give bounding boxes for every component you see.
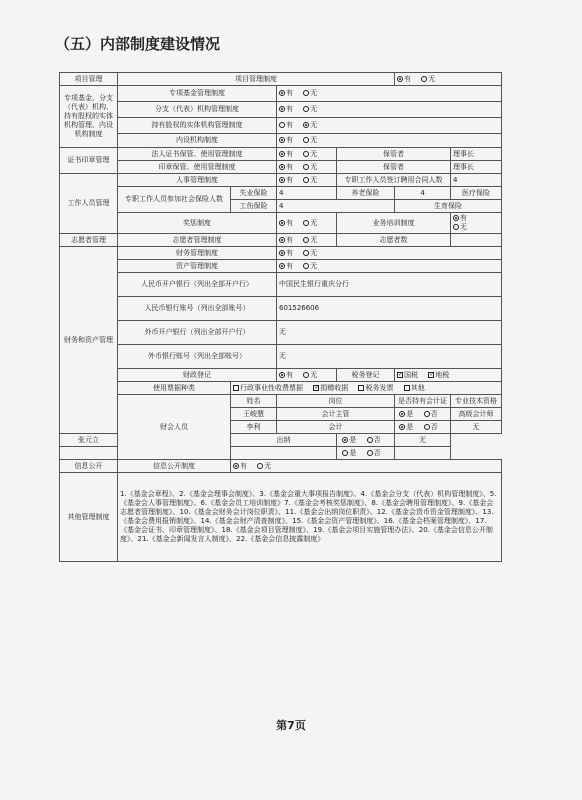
radio-no[interactable]: 无	[257, 462, 271, 470]
radio-no[interactable]: 否	[367, 449, 381, 457]
volunteer-system-value	[277, 234, 337, 247]
receipts-value	[231, 382, 502, 395]
acct-qual: 高级会计师	[451, 408, 502, 421]
unemployment-label: 失业保险	[231, 187, 277, 200]
tax-reg-value	[395, 369, 502, 382]
radio-no[interactable]: 无	[303, 219, 317, 227]
radio-no[interactable]: 无	[303, 136, 317, 144]
cert-keeper-label: 保管者	[337, 148, 451, 161]
radio-no[interactable]: 无	[303, 371, 317, 379]
radio-no[interactable]: 否	[424, 410, 438, 418]
reward-label: 奖惩制度	[118, 213, 277, 234]
fx-bank-value: 无	[277, 321, 502, 345]
acct-header-qual: 专业技术资格	[451, 395, 502, 408]
radio-no[interactable]: 无	[421, 75, 435, 83]
seal-keeper-value: 理事长	[451, 161, 502, 174]
acct-qual: 无	[395, 434, 451, 447]
radio-yes[interactable]: 有	[279, 105, 293, 113]
radio-yes[interactable]: 有	[279, 163, 293, 171]
accountants-label: 财会人员	[118, 395, 231, 460]
radio-no[interactable]: 无	[453, 223, 467, 231]
contract-count: 4	[451, 174, 502, 187]
radio-no[interactable]: 无	[303, 236, 317, 244]
equity-system-value	[277, 118, 502, 134]
fx-account-value: 无	[277, 345, 502, 369]
rmb-account-value: 601526606	[277, 297, 502, 321]
asset-system-value	[277, 260, 502, 273]
acct-name: 张元立	[60, 434, 118, 447]
radio-yes[interactable]: 有	[279, 262, 293, 270]
cert-usage-label: 法人证书保管、使用管理制度	[118, 148, 277, 161]
checkbox-tax-invoice[interactable]: 税务发票	[358, 384, 393, 392]
acct-name: 李利	[231, 421, 277, 434]
radio-yes[interactable]: 有	[397, 75, 411, 83]
project-system-value	[395, 73, 502, 86]
radio-yes[interactable]: 有	[453, 214, 467, 222]
acct-cert	[337, 447, 395, 460]
hr-system-label: 人事管理制度	[118, 174, 277, 187]
section-info: 信息公开	[60, 460, 118, 473]
pension-count: 4	[395, 187, 451, 200]
radio-yes[interactable]: 有	[279, 236, 293, 244]
page-title: （五）内部制度建设情况	[55, 35, 221, 53]
acct-qual: 无	[451, 421, 502, 434]
acct-post: 会计主管	[277, 408, 395, 421]
radio-no[interactable]: 否	[424, 423, 438, 431]
finance-system-label: 财务管理制度	[118, 247, 277, 260]
radio-yes[interactable]: 有	[279, 150, 293, 158]
contract-label: 专职工作人员签订聘用合同人数	[337, 174, 451, 187]
radio-yes[interactable]: 是	[342, 436, 356, 444]
fund-system-value	[277, 86, 502, 102]
fund-system-label: 专项基金管理制度	[118, 86, 277, 102]
maternity-label: 生育保险	[395, 200, 502, 213]
radio-yes[interactable]: 是	[342, 449, 356, 457]
radio-yes[interactable]: 是	[399, 410, 413, 418]
section-other: 其他管理制度	[60, 473, 118, 562]
injury-label: 工伤保险	[231, 200, 277, 213]
fiscal-reg-value	[277, 369, 337, 382]
checkbox-other-receipt[interactable]: 其他	[404, 384, 425, 392]
fx-bank-label: 外币开户银行（列出全部开户行）	[118, 321, 277, 345]
internal-org-value	[277, 134, 502, 148]
volunteer-count-value	[451, 234, 502, 247]
pension-label: 养老保险	[337, 187, 395, 200]
internal-org-label: 内设机构制度	[118, 134, 277, 148]
acct-header-name: 姓名	[231, 395, 277, 408]
section-volunteer: 志愿者管理	[60, 234, 118, 247]
checkbox-national[interactable]: ✓国税	[398, 370, 419, 379]
radio-yes[interactable]: 是	[399, 423, 413, 431]
acct-name	[60, 447, 118, 460]
checkbox-donation-receipt[interactable]: ✓捐赠收据	[314, 383, 349, 392]
section-seal: 证书印章管理	[60, 148, 118, 174]
rmb-bank-value: 中国民生银行重庆分行	[277, 273, 502, 297]
insurance-label: 专职工作人员参加社会保险人数	[118, 187, 231, 213]
volunteer-system-label: 志愿者管理制度	[118, 234, 277, 247]
radio-no[interactable]: 无	[303, 105, 317, 113]
info-system-value	[231, 460, 502, 473]
training-value	[451, 213, 502, 234]
branch-system-value	[277, 102, 502, 118]
section-project: 项目管理	[60, 73, 118, 86]
section-finance: 财务和资产管理	[60, 247, 118, 434]
finance-system-value	[277, 247, 502, 260]
seal-keeper-label: 保管者	[337, 161, 451, 174]
acct-name: 王峻慧	[231, 408, 277, 421]
radio-yes[interactable]: 有	[279, 371, 293, 379]
checkbox-local[interactable]: ✓地税	[429, 370, 450, 379]
medical-label: 医疗保险	[451, 187, 502, 200]
radio-no[interactable]: 无	[303, 121, 317, 129]
project-system-label: 项目管理制度	[118, 73, 395, 86]
acct-cert	[337, 434, 395, 447]
radio-no[interactable]: 无	[303, 176, 317, 184]
radio-yes[interactable]: 有	[279, 136, 293, 144]
seal-usage-label: 印章保管、使用管理制度	[118, 161, 277, 174]
acct-post: 会计	[277, 421, 395, 434]
reward-value	[277, 213, 337, 234]
unemployment-count: 4	[277, 187, 337, 200]
radio-no[interactable]: 否	[367, 436, 381, 444]
cert-usage-value	[277, 148, 337, 161]
internal-system-table	[59, 72, 502, 562]
acct-cert	[395, 408, 451, 421]
radio-no[interactable]: 无	[303, 262, 317, 270]
branch-system-label: 分支（代表）机构管理制度	[118, 102, 277, 118]
acct-post	[231, 447, 337, 460]
fx-account-label: 外币银行账号（列出全部账号）	[118, 345, 277, 369]
radio-yes[interactable]: 有	[279, 249, 293, 257]
radio-yes[interactable]: 有	[279, 176, 293, 184]
seal-usage-value	[277, 161, 337, 174]
radio-yes[interactable]: 有	[233, 462, 247, 470]
radio-yes[interactable]: 有	[279, 219, 293, 227]
volunteer-count-label: 志愿者数	[337, 234, 451, 247]
radio-yes[interactable]: 有	[279, 89, 293, 97]
acct-cert	[395, 421, 451, 434]
hr-system-value	[277, 174, 337, 187]
fiscal-reg-label: 财政登记	[118, 369, 277, 382]
cert-keeper-value: 理事长	[451, 148, 502, 161]
other-systems-list: 1.《基金会章程》、2.《基金会理事会制度》、3.《基金会重大事项报告制度》、4.《基金会分支（代表）机构管理制度》、5.《基金会人事管理制度》、6.《基金会员工培训制度》7.《基金会考核奖惩制度》、8.《基金会聘用管理制度》、9.《基金会志愿者管理制度》、10.《基金会财务会计岗位职责》、11.《基金会出纳岗位职责》、12.《基金会货币资金管理制度》、13.《基金会费用报销制度》、14.《基金会财产清查制度》、15.《基金会资产管理制度》、16.《基金会档案管理制度》、17.《基金会证书、印章管理制度》、18.《基金会项目管理制度》、19.《基金会项目实施管理办法》、20.《基金会信息公开制度》、21.《基金会新闻发言人制度》、22.《基金会信息披露制度》	[118, 473, 502, 562]
acct-header-post: 岗位	[277, 395, 395, 408]
radio-no[interactable]: 无	[303, 249, 317, 257]
rmb-account-label: 人民币银行账号（列出全部账号）	[118, 297, 277, 321]
asset-system-label: 资产管理制度	[118, 260, 277, 273]
section-branch: 专项基金、分支（代表）机构、持有股权的实体机构管理、内设机构制度	[60, 86, 118, 148]
page-number: 第7页	[276, 719, 306, 732]
acct-qual	[395, 447, 451, 460]
rmb-bank-label: 人民币开户银行（列出全部开户行）	[118, 273, 277, 297]
receipts-label: 使用票据种类	[118, 382, 231, 395]
radio-no[interactable]: 无	[303, 163, 317, 171]
acct-header-cert: 是否持有会计证	[395, 395, 451, 408]
training-label: 业务培训制度	[337, 213, 451, 234]
tax-reg-label: 税务登记	[337, 369, 395, 382]
equity-system-label: 持有股权的实体机构管理制度	[118, 118, 277, 134]
radio-yes[interactable]: 有	[279, 121, 293, 129]
injury-count: 4	[277, 200, 395, 213]
checkbox-admin-receipt[interactable]: 行政事业性收费票据	[233, 384, 303, 392]
info-system-label: 信息公开制度	[118, 460, 231, 473]
radio-no[interactable]: 无	[303, 150, 317, 158]
acct-post: 出纳	[231, 434, 337, 447]
section-staff: 工作人员管理	[60, 174, 118, 234]
radio-no[interactable]: 无	[303, 89, 317, 97]
